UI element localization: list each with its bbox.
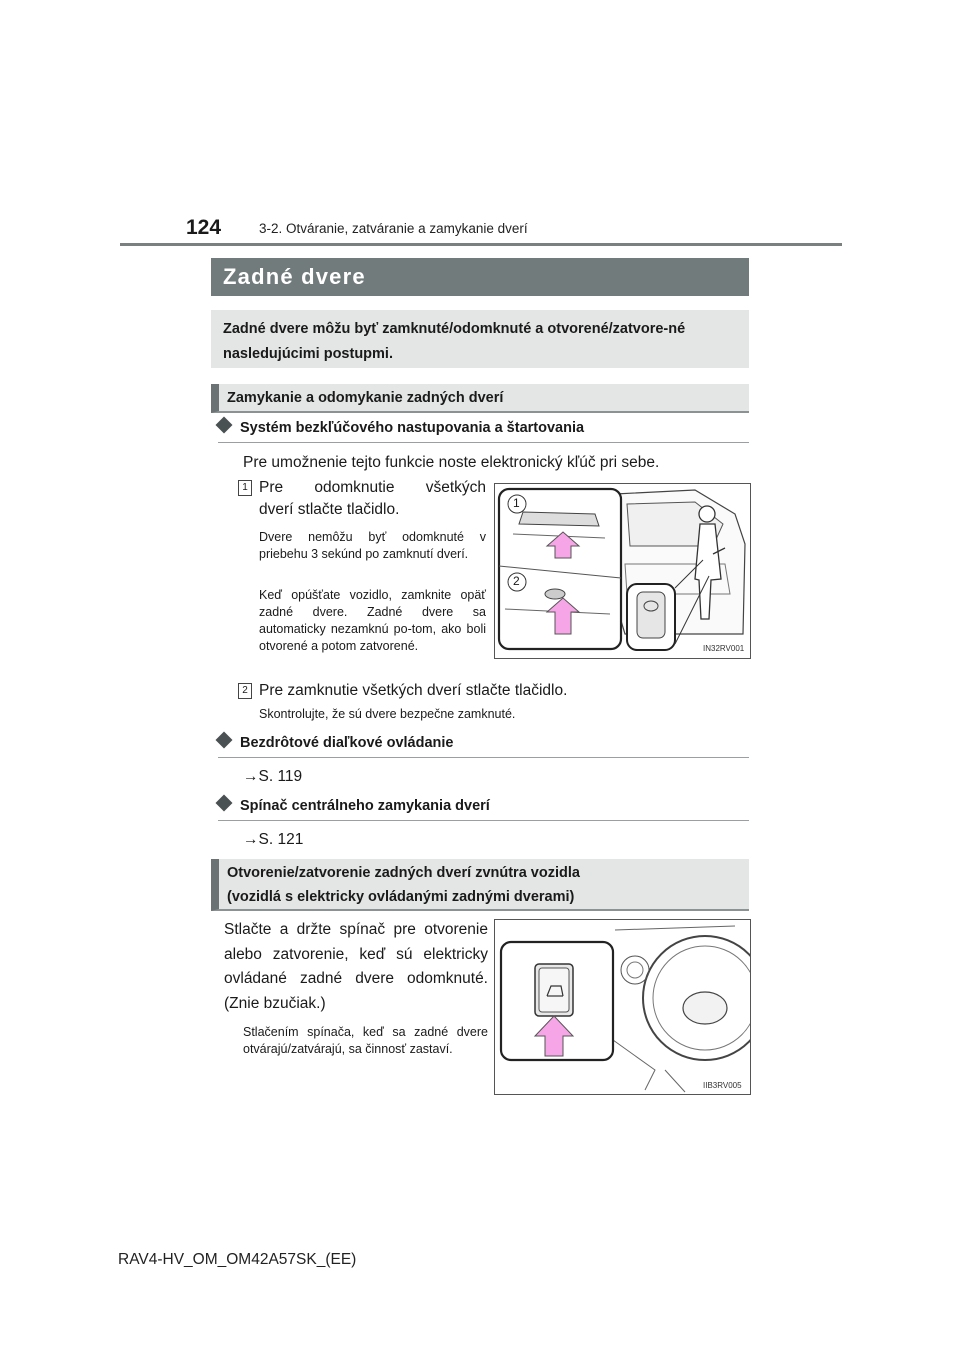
- diamond-bullet-icon: [216, 795, 233, 812]
- footer-document-id: RAV4-HV_OM_OM42A57SK_(EE): [118, 1251, 357, 1268]
- subheading-rule: [218, 442, 749, 443]
- step-number-2: 2: [238, 683, 252, 699]
- power-door-text: Stlačte a držte spínač pre otvorenie alebo zatvorenie, keď sú elektricky ovládané zadné dvere odomknuté. (Znie bzučiak.): [224, 921, 488, 1012]
- dashboard-illustration: [495, 920, 750, 1094]
- tailgate-illustration: [495, 484, 750, 658]
- intro-box: [211, 310, 749, 368]
- step1-line1: Pre odomknutie všetkých: [259, 479, 486, 496]
- step-number-1: 1: [238, 480, 252, 496]
- subheading-text: Spínač centrálneho zamykania dverí: [240, 798, 490, 814]
- section-title-bar: [211, 258, 749, 296]
- page-reference-121[interactable]: →S. 121: [243, 831, 304, 848]
- smart-entry-text: Pre umožnenie tejto funkcie noste elektronický kľúč pri sebe.: [243, 454, 660, 471]
- page-reference-119[interactable]: →S. 119: [243, 768, 303, 785]
- subheading-smart-entry: [218, 420, 584, 436]
- figure-label-2: 2: [513, 574, 520, 588]
- header-divider: [120, 243, 842, 246]
- intro-text: Zadné dvere môžu byť zamknuté/odomknuté a otvorené/zatvore-né nasledujúcimi postupmi.: [223, 321, 686, 362]
- section-heading-text: Zamykanie a odomykanie zadných dverí: [227, 390, 504, 406]
- figure-power-door-switch: [494, 919, 751, 1095]
- subheading-text: Systém bezkľúčového nastupovania a štartovania: [240, 420, 585, 436]
- subheading-rule: [218, 757, 749, 758]
- section-heading-power-door: [211, 859, 749, 911]
- figure-label-1: 1: [513, 496, 520, 510]
- subheading-rule: [218, 820, 749, 821]
- diamond-bullet-icon: [216, 732, 233, 749]
- subheading-central-lock: [218, 798, 490, 814]
- power-door-note: Stlačením spínača, keď sa zadné dvere otvárajú/zatvárajú, sa činnosť zastaví.: [243, 1025, 488, 1056]
- page-number: 124: [186, 216, 222, 239]
- page-title: Zadné dvere: [223, 264, 366, 289]
- subheading-text: Bezdrôtové diaľkové ovládanie: [240, 735, 454, 751]
- step2-text: Pre zamknutie všetkých dverí stlačte tlačidlo.: [259, 682, 568, 699]
- step1-line2: dverí stlačte tlačidlo.: [259, 501, 400, 518]
- section-heading-line2: (vozidlá s elektricky ovládanými zadnými dverami): [227, 889, 575, 905]
- figure-code: IN32RV001: [703, 644, 745, 653]
- subheading-wireless-remote: [218, 735, 454, 751]
- note-unlock-delay: Dvere nemôžu byť odomknuté v priebehu 3 sekúnd po zamknutí dverí.: [259, 530, 486, 561]
- chapter-title: 3-2. Otváranie, zatváranie a zamykanie dverí: [259, 221, 528, 236]
- section-heading-locking: [211, 384, 749, 413]
- figure-tailgate-button: [494, 483, 751, 659]
- note-check-locked: Skontrolujte, že sú dvere bezpečne zamknuté.: [259, 707, 516, 721]
- section-heading-line1: Otvorenie/zatvorenie zadných dverí zvnútra vozidla: [227, 865, 580, 881]
- note-auto-lock: Keď opúšťate vozidlo, zamknite opäť zadné dvere. Zadné dvere sa automaticky nezamknú po-tom, ako boli otvorené a potom zatvorené.: [259, 588, 486, 653]
- diamond-bullet-icon: [216, 417, 233, 434]
- figure-code: IIB3RV005: [703, 1081, 742, 1090]
